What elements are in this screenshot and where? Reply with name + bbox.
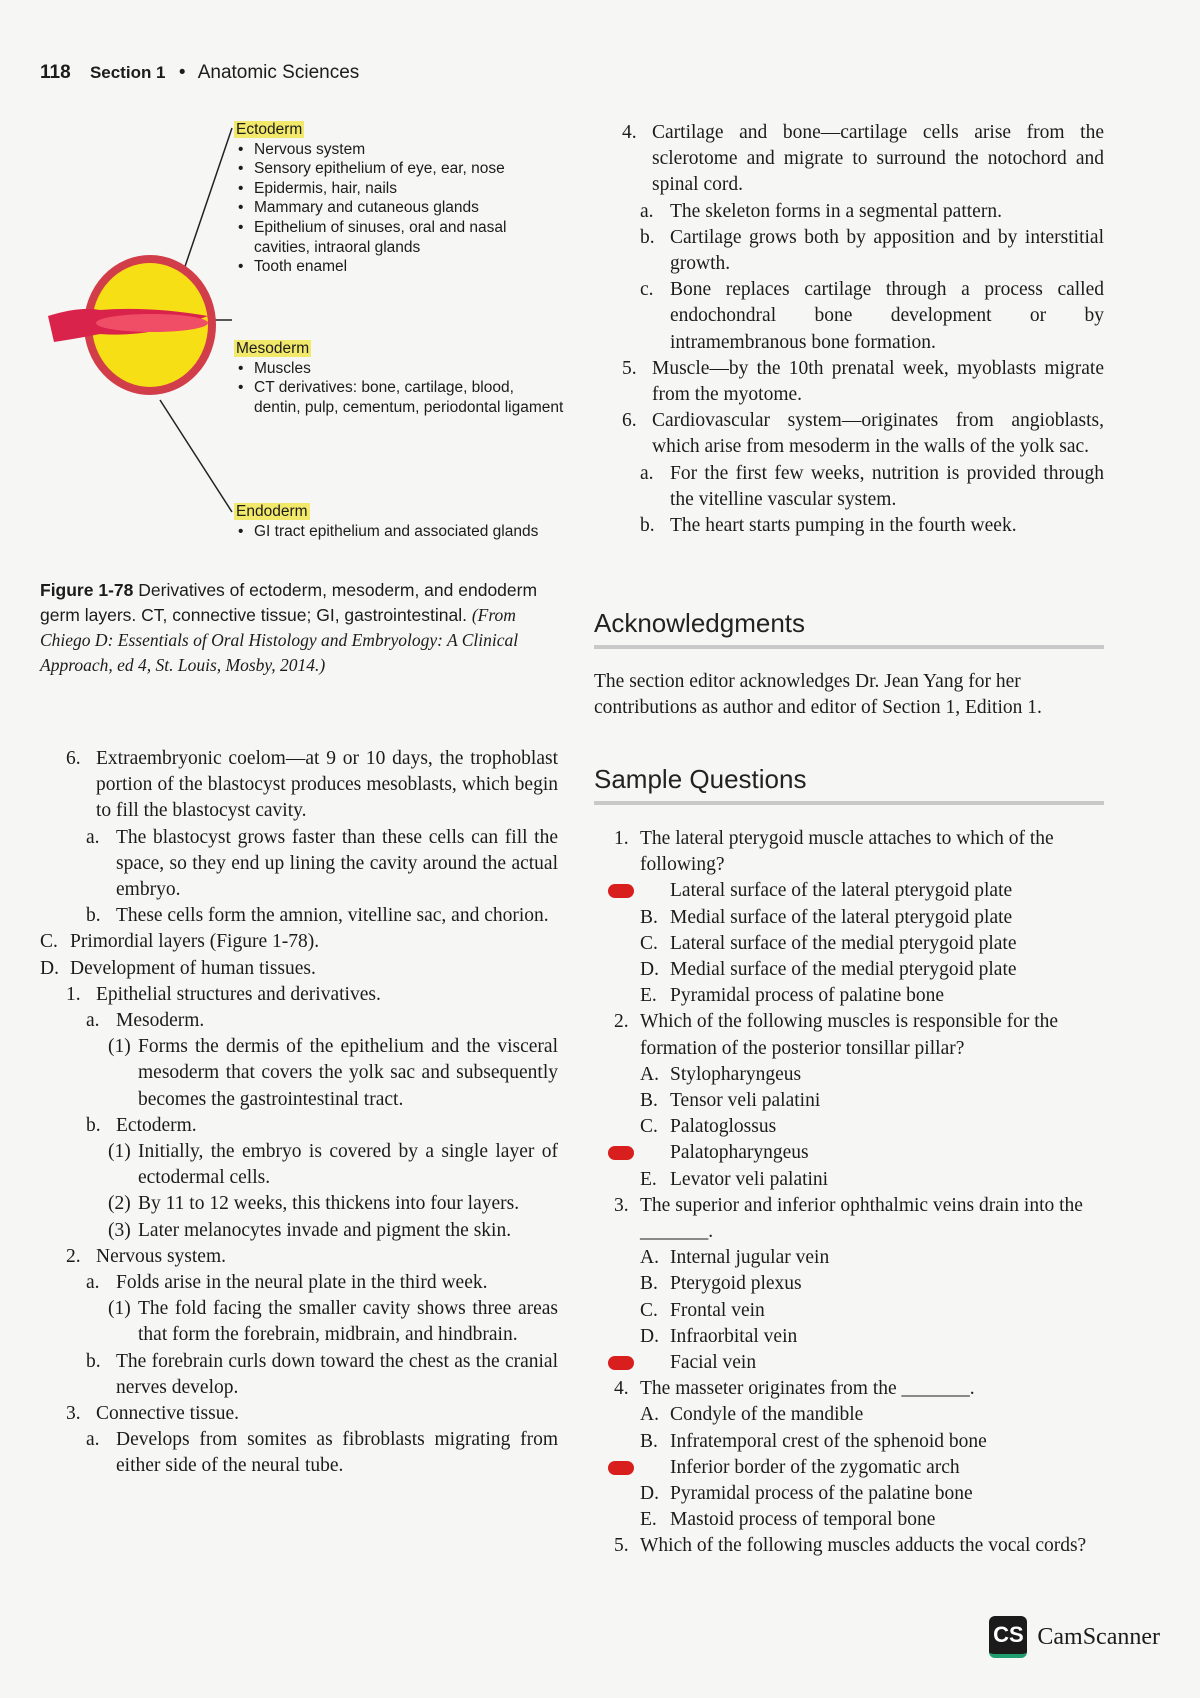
answer-mark-icon (608, 1461, 634, 1475)
endoderm-block (234, 502, 564, 541)
answer-option (614, 1455, 1104, 1481)
answer-option (614, 1088, 1104, 1114)
section-label: Section 1 (89, 63, 166, 82)
outline-text: The fold facing the smaller cavity shows three areas that form the forebrain, midbrain, and hindbrain. (138, 1298, 558, 1346)
outline-text: The heart starts pumping in the fourth week. (670, 515, 1017, 537)
answer-option (614, 1324, 1104, 1350)
option-label: D. (640, 959, 659, 981)
option-label: B. (640, 1090, 658, 1112)
outline-text: Bone replaces cartilage through a process called endochondral bone development or by intramembranous bone formation. (670, 279, 1104, 353)
answer-option (614, 905, 1104, 931)
option-text: Medial surface of the medial pterygoid plate (670, 959, 1017, 981)
outline-label: (1) (108, 1141, 131, 1163)
outline-label: (2) (108, 1193, 131, 1215)
answer-option (614, 1298, 1104, 1324)
answer-mark-icon (608, 1146, 634, 1160)
outline-text: These cells form the amnion, vitelline sac, and chorion. (116, 905, 549, 927)
outline-item (40, 1270, 558, 1296)
outline-item (622, 120, 1104, 199)
list-item: • Epidermis, hair, nails (254, 179, 564, 199)
question-item (614, 826, 1104, 878)
outline-text: Muscle—by the 10th prenatal week, myoblasts migrate from the myotome. (652, 357, 1104, 406)
outline-text: By 11 to 12 weeks, this thickens into four layers. (138, 1193, 520, 1215)
acknowledgments-heading: Acknowledgments (594, 608, 805, 638)
option-label (640, 1350, 657, 1376)
camscanner-watermark (989, 1616, 1160, 1658)
outline-text: Cartilage grows both by apposition and by interstitial growth. (670, 226, 1104, 275)
running-header (40, 62, 359, 84)
option-label: A. (640, 1063, 659, 1085)
question-number: 4. (614, 1378, 629, 1400)
outline-item (40, 1427, 558, 1479)
outline-item (40, 1296, 558, 1348)
figure-caption (40, 578, 555, 678)
option-text: Levator veli palatini (670, 1168, 829, 1190)
answer-option (614, 1167, 1104, 1193)
outline-label: a. (640, 462, 654, 484)
outline-label: b. (86, 1114, 101, 1136)
outline-item (40, 956, 558, 982)
option-text: Internal jugular vein (670, 1247, 830, 1269)
answer-option (614, 1350, 1104, 1376)
outline-item (40, 1008, 558, 1034)
option-label (640, 878, 659, 904)
embryo-band-inner (96, 314, 208, 332)
option-text: Inferior border of the zygomatic arch (670, 1456, 960, 1478)
mesoderm-title: Mesoderm (236, 340, 310, 357)
list-item: • CT derivatives: bone, cartilage, blood, dentin, pulp, cementum, periodontal ligament (254, 378, 564, 417)
acknowledgments-text: The section editor acknowledges Dr. Jean Yang for her contributions as author and editor of Section 1, Edition 1. (594, 671, 1042, 719)
question-item (614, 1009, 1104, 1061)
outline-label: a. (86, 826, 100, 848)
outline-item (40, 1139, 558, 1191)
outline-item (40, 746, 558, 825)
question-stem: The lateral pterygoid muscle attaches to which of the following? (640, 828, 1054, 876)
option-text: Infratemporal crest of the sphenoid bone (670, 1430, 987, 1452)
list-item: • Muscles (254, 359, 564, 379)
answer-option (614, 878, 1104, 904)
option-label: C. (640, 1116, 658, 1138)
outline-text: Ectoderm. (116, 1114, 197, 1136)
outline-item (622, 199, 1104, 225)
option-label: A. (640, 1247, 659, 1269)
option-label: C. (640, 1299, 658, 1321)
germ-layer-diagram (40, 120, 240, 540)
answer-option (614, 983, 1104, 1009)
outline-text: The skeleton forms in a segmental pattern. (670, 200, 1002, 222)
outline-text: Forms the dermis of the epithelium and the visceral mesoderm that covers the yolk sac and subsequently becomes the gastrointestinal tract. (138, 1036, 558, 1110)
outline-label: b. (86, 905, 101, 927)
camscanner-text: CamScanner (1037, 1623, 1160, 1650)
option-text: Lateral surface of the medial pterygoid plate (670, 932, 1017, 954)
endoderm-pointer (160, 400, 232, 512)
answer-option (614, 957, 1104, 983)
answer-option (614, 1140, 1104, 1166)
outline-text: Cardiovascular system—originates from angioblasts, which arise from mesoderm in the walls of the yolk sac. (652, 410, 1104, 458)
ectoderm-block (234, 120, 564, 277)
right-outline (622, 120, 1104, 539)
option-label: C. (640, 932, 658, 954)
outline-text: Nervous system. (96, 1245, 226, 1267)
endoderm-title: Endoderm (236, 503, 308, 520)
outline-item (40, 982, 558, 1008)
acknowledgments-rule (594, 645, 1104, 649)
list-item: • Sensory epithelium of eye, ear, nose (254, 159, 564, 179)
answer-option (614, 1271, 1104, 1297)
outline-label: b. (640, 226, 655, 248)
outline-label: b. (86, 1350, 101, 1372)
option-text: Medial surface of the lateral pterygoid plate (670, 906, 1013, 928)
answer-mark-icon (608, 1356, 634, 1370)
list-item: • Mammary and cutaneous glands (254, 198, 564, 218)
outline-label: a. (86, 1429, 100, 1451)
section-title: Anatomic Sciences (197, 62, 360, 83)
option-label: D. (640, 1483, 659, 1505)
outline-item (40, 1191, 558, 1217)
outline-item (40, 1401, 558, 1427)
outline-label: 3. (66, 1403, 81, 1425)
outline-item (40, 1218, 558, 1244)
outline-label: C. (40, 931, 58, 953)
outline-text: Epithelial structures and derivatives. (96, 983, 381, 1005)
outline-text: Initially, the embryo is covered by a single layer of ectodermal cells. (138, 1141, 558, 1189)
answer-option (614, 1114, 1104, 1140)
question-stem: The superior and inferior ophthalmic veins drain into the _______. (640, 1194, 1083, 1243)
question-stem: Which of the following muscles adducts the vocal cords? (640, 1535, 1087, 1557)
outline-item (40, 1244, 558, 1270)
list-item: • Tooth enamel (254, 257, 564, 277)
endoderm-list (234, 522, 564, 542)
mesoderm-block (234, 339, 564, 417)
question-item (614, 1193, 1104, 1245)
option-label: E. (640, 1509, 657, 1531)
question-list (614, 826, 1104, 1560)
option-text: Tensor veli palatini (670, 1090, 821, 1112)
outline-label: 1. (66, 983, 81, 1005)
answer-option (614, 1429, 1104, 1455)
outline-text: The blastocyst grows faster than these cells can fill the space, so they end up lining the cavity around the actual embryo. (116, 826, 558, 901)
option-label: B. (640, 1430, 658, 1452)
outline-item (622, 225, 1104, 277)
outline-text: Folds arise in the neural plate in the third week. (116, 1272, 488, 1294)
list-item: • Epithelium of sinuses, oral and nasal cavities, intraoral glands (254, 218, 564, 257)
question-item (614, 1533, 1104, 1559)
option-label: A. (640, 1404, 659, 1426)
question-item (614, 1376, 1104, 1402)
question-number: 1. (614, 828, 629, 849)
outline-label: (1) (108, 1036, 131, 1058)
outline-label: 2. (66, 1245, 81, 1267)
outline-text: For the first few weeks, nutrition is provided through the vitelline vascular system. (670, 462, 1104, 510)
outline-text: Later melanocytes invade and pigment the skin. (138, 1219, 512, 1241)
page-number: 118 (40, 62, 71, 83)
sample-questions-rule (594, 801, 1104, 805)
option-label (640, 1455, 658, 1481)
figure-caption-text: Derivatives of ectoderm, mesoderm, and endoderm germ layers. CT, connective tissue; GI, gastrointestinal. (40, 580, 538, 625)
option-label: E. (640, 1168, 657, 1190)
outline-text: Development of human tissues. (70, 957, 316, 979)
outline-text: Connective tissue. (96, 1403, 239, 1425)
outline-label: (1) (108, 1298, 131, 1320)
figure-caption-source: (From Chiego D: Essentials of Oral Histology and Embryology: A Clinical Approach, ed 4, St. Louis, Mosby, 2014.) (40, 605, 519, 675)
outline-text: Cartilage and bone—cartilage cells arise from the sclerotome and migrate to surround the notochord and spinal cord. (652, 122, 1104, 196)
option-label: E. (640, 985, 657, 1007)
option-text: Condyle of the mandible (670, 1404, 864, 1426)
option-text: Infraorbital vein (670, 1325, 798, 1347)
option-label: B. (640, 1273, 658, 1295)
mesoderm-list (234, 359, 564, 418)
option-text: Pterygoid plexus (670, 1273, 802, 1295)
answer-option (614, 1402, 1104, 1428)
outline-item (622, 461, 1104, 513)
option-label (640, 1140, 659, 1166)
left-outline (40, 746, 558, 1480)
list-item: • GI tract epithelium and associated glands (254, 522, 564, 542)
outline-label: D. (40, 957, 59, 979)
answer-option (614, 931, 1104, 957)
outline-label: (3) (108, 1219, 131, 1241)
outline-text: Mesoderm. (116, 1010, 205, 1032)
sample-questions-section (594, 764, 1104, 805)
question-stem: The masseter originates from the _______. (640, 1378, 975, 1400)
question-stem: Which of the following muscles is responsible for the formation of the posterior tonsillar pillar? (640, 1011, 1059, 1059)
option-text: Stylopharyngeus (670, 1063, 802, 1085)
option-text: Palatopharyngeus (670, 1142, 809, 1164)
answer-option (614, 1481, 1104, 1507)
outline-label: 6. (622, 410, 637, 432)
outline-text: Primordial layers (Figure 1-78). (70, 931, 320, 953)
acknowledgments-section (594, 608, 1104, 721)
camscanner-logo-icon: CS (989, 1616, 1027, 1658)
option-text: Frontal vein (670, 1299, 765, 1321)
option-text: Palatoglossus (670, 1116, 777, 1138)
outline-item (40, 1113, 558, 1139)
question-number: 2. (614, 1011, 629, 1033)
outline-text: Develops from somites as fibroblasts migrating from either side of the neural tube. (116, 1429, 558, 1477)
ectoderm-list (234, 140, 564, 277)
outline-item (40, 1034, 558, 1113)
outline-label: b. (640, 515, 655, 537)
outline-label: 4. (622, 122, 637, 143)
option-text: Pyramidal process of palatine bone (670, 985, 944, 1007)
question-number: 5. (614, 1535, 629, 1557)
outline-item (622, 277, 1104, 356)
outline-label: 5. (622, 357, 637, 379)
option-label: B. (640, 906, 658, 928)
outline-item (40, 929, 558, 955)
outline-label: 6. (66, 748, 81, 769)
outline-item (40, 1349, 558, 1401)
outline-label: a. (86, 1272, 100, 1294)
figure-caption-label: Figure 1-78 (40, 580, 134, 600)
separator-dot: • (178, 62, 186, 83)
option-label: D. (640, 1325, 659, 1347)
outline-item (622, 408, 1104, 460)
option-text: Mastoid process of temporal bone (670, 1509, 936, 1531)
answer-mark-icon (608, 884, 634, 898)
question-number: 3. (614, 1194, 629, 1216)
list-item: • Nervous system (254, 140, 564, 160)
outline-item (40, 825, 558, 904)
answer-option (614, 1507, 1104, 1533)
outline-item (622, 513, 1104, 539)
answer-option (614, 1245, 1104, 1271)
sample-questions-heading: Sample Questions (594, 764, 807, 794)
ectoderm-title: Ectoderm (236, 121, 303, 138)
answer-option (614, 1062, 1104, 1088)
option-text: Lateral surface of the lateral pterygoid plate (670, 880, 1013, 902)
outline-item (40, 903, 558, 929)
outline-item (622, 356, 1104, 408)
outline-label: a. (86, 1010, 100, 1032)
outline-label: a. (640, 200, 654, 222)
option-text: Facial vein (670, 1352, 757, 1374)
outline-text: The forebrain curls down toward the chest as the cranial nerves develop. (116, 1350, 558, 1398)
outline-label: c. (640, 279, 654, 301)
option-text: Pyramidal process of the palatine bone (670, 1483, 973, 1505)
outline-text: Extraembryonic coelom—at 9 or 10 days, the trophoblast portion of the blastocyst produces mesoblasts, which begin to fill the blastocyst cavity. (96, 748, 558, 822)
